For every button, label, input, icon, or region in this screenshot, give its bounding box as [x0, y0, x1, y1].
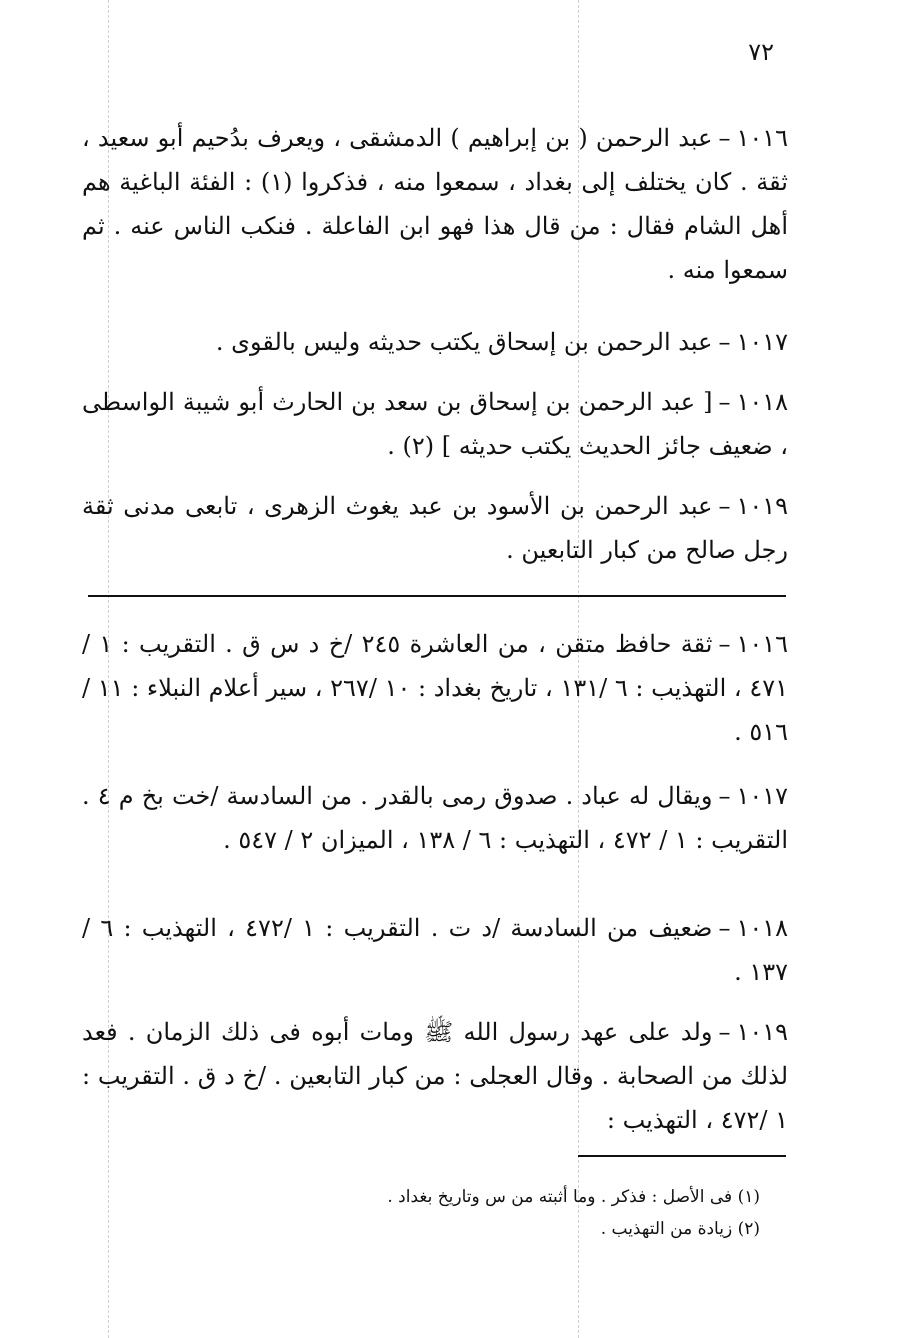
entry-text: عبد الرحمن بن الأسود بن عبد يغوث الزهرى ، تابعى مدنى ثقة رجل صالح من كبار التابعين .: [82, 492, 788, 564]
entry-number: ١٠١٦: [736, 124, 788, 152]
note-number: ١٠١٦: [736, 630, 788, 658]
entry-1019: ١٠١٩–عبد الرحمن بن الأسود بن عبد يغوث الزهرى ، تابعى مدنى ثقة رجل صالح من كبار التابعين .: [82, 492, 788, 564]
entry-text: [ عبد الرحمن بن إسحاق بن سعد بن الحارث أبو شيبة الواسطى ، ضعيف جائز الحديث يكتب حديثه ] (٢) .: [82, 388, 788, 460]
note-number: ١٠١٩: [736, 1018, 788, 1046]
entry-number: ١٠١٧: [736, 328, 788, 356]
footnote-divider: [578, 1155, 786, 1157]
note-text: ضعيف من السادسة /د ت . التقريب : ١ /٤٧٢ ، التهذيب : ٦ /١٣٧ .: [82, 914, 788, 986]
entry-1016: ١٠١٦–عبد الرحمن ( بن إبراهيم ) الدمشقى ، ويعرف بدُحيم أبو سعيد ، ثقة . كان يختلف إلى بغداد ، سمعوا منه ، فذكروا (١) : الفئة الباغية هم أهل الشام فقال : من قال هذا فهو ابن الفاعلة . فنكب الناس عنه . ثم سمعوا منه .: [82, 124, 788, 284]
entry-number: ١٠١٨: [736, 388, 788, 416]
note-text: ثقة حافظ متقن ، من العاشرة ٢٤٥ /خ د س ق . التقريب : ١ /٤٧١ ، التهذيب : ٦ /١٣١ ، تاريخ بغداد : ١٠ /٢٦٧ ، سير أعلام النبلاء : ١١ /٥١٦ .: [82, 630, 789, 746]
note-text: ولد على عهد رسول الله ﷺ ومات أبوه فى ذلك الزمان . فعد لذلك من الصحابة . وقال العجلى : من كبار التابعين . /خ د ق . التقريب : ١ /٤٧٢ ، التهذيب :: [82, 1018, 788, 1134]
section-divider: [88, 595, 786, 597]
footnote-2: (٢) زيادة من التهذيب .: [600, 1219, 760, 1239]
entry-text: عبد الرحمن ( بن إبراهيم ) الدمشقى ، ويعرف بدُحيم أبو سعيد ، ثقة . كان يختلف إلى بغداد ، سمعوا منه ، فذكروا (١) : الفئة الباغية هم أهل الشام فقال : من قال هذا فهو ابن الفاعلة . فنكب الناس عنه . ثم سمعوا منه .: [82, 124, 788, 284]
note-1019: ١٠١٩–ولد على عهد رسول الله ﷺ ومات أبوه فى ذلك الزمان . فعد لذلك من الصحابة . وقال العجلى : من كبار التابعين . /خ د ق . التقريب : ١ /٤٧٢ ، التهذيب :: [82, 1018, 788, 1134]
entry-1018: ١٠١٨–[ عبد الرحمن بن إسحاق بن سعد بن الحارث أبو شيبة الواسطى ، ضعيف جائز الحديث يكتب حديثه ] (٢) .: [82, 388, 788, 460]
note-number: ١٠١٧: [736, 782, 788, 810]
note-1017: ١٠١٧–ويقال له عباد . صدوق رمى بالقدر . من السادسة /خت بخ م ٤ . التقريب : ١ / ٤٧٢ ، التهذيب : ٦ / ١٣٨ ، الميزان ٢ / ٥٤٧ .: [82, 782, 788, 854]
note-number: ١٠١٨: [736, 914, 789, 942]
entry-number: ١٠١٩: [736, 492, 788, 520]
page-number: ٧٢: [748, 38, 774, 66]
footnote-1: (١) فى الأصل : فذكر . وما أثبته من س وتاريخ بغداد .: [387, 1187, 760, 1207]
note-text: ويقال له عباد . صدوق رمى بالقدر . من السادسة /خت بخ م ٤ . التقريب : ١ / ٤٧٢ ، التهذيب : ٦ / ١٣٨ ، الميزان ٢ / ٥٤٧ .: [82, 782, 788, 854]
note-1018: ١٠١٨–ضعيف من السادسة /د ت . التقريب : ١ /٤٧٢ ، التهذيب : ٦ /١٣٧ .: [82, 914, 789, 986]
entry-text: عبد الرحمن بن إسحاق يكتب حديثه وليس بالقوى .: [215, 328, 713, 356]
entry-1017: ١٠١٧–عبد الرحمن بن إسحاق يكتب حديثه وليس بالقوى .: [215, 328, 788, 356]
note-1016: ١٠١٦–ثقة حافظ متقن ، من العاشرة ٢٤٥ /خ د س ق . التقريب : ١ /٤٧١ ، التهذيب : ٦ /١٣١ ، تاريخ بغداد : ١٠ /٢٦٧ ، سير أعلام النبلاء : ١١ /٥١٦ .: [82, 630, 789, 746]
